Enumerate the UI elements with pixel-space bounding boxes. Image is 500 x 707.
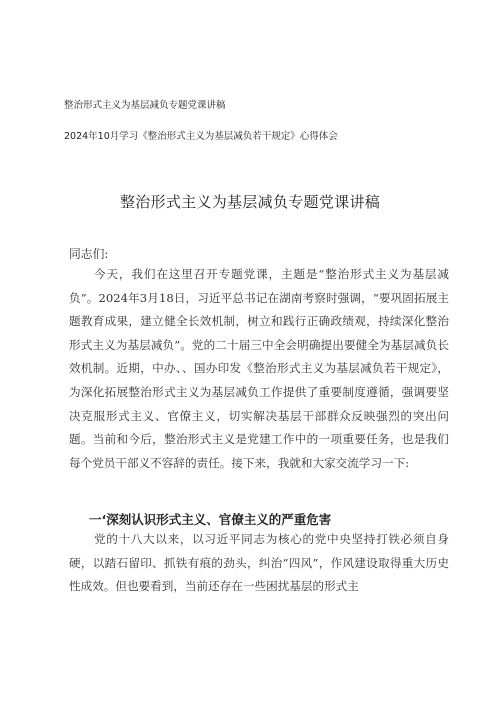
greeting: 同志们:	[69, 247, 109, 261]
header-title-line: 整治形式主义为基层减负专题党课讲稿	[64, 100, 226, 111]
document-title: 整治形式主义为基层减负专题党课讲稿	[119, 193, 381, 211]
header-subtitle-line: 2024年10月学习《整治形式主义为基层减负若干规定》心得体会	[64, 131, 338, 142]
paragraph-intro: 今天，我们在这里召开专题党课，主题是“整治形式主义为基层减负”。2024年3月18日，习近平总书记在湖南考察时强调，“要巩固拓展主题教育成果，建立健全长效机制，树立和践行正确政绩观，持续深化整治形式主义为基层减负”。党的二十届三中全会明确提出要健全为基层减负长效机制。近期，中办、、国办印发《整治形式主义为基层减负若干规定》，为深化拓展整治形式主义为基层减负工作提供了重要制度遵循，强调要坚决克服形式主义、官僚主义，切实解决基层干部群众反映强烈的突出问题。当前和今后，整治形式主义是党建工作中的一项重要任务，也是我们每个党员干部义不容辞的责任。接下来，我就和大家交流学习一下:	[69, 267, 449, 470]
paragraph-section-1: 党的十八大以来，以习近平同志为核心的党中央坚持打铁必须自身硬，以踏石留印、抓铁有痕的劲头，纠治“四风”，作风建设取得重大历史性成效。但也要看到，当前还存在一些困扰基层的形式主	[69, 532, 449, 594]
section-heading-1: 一‘深刻认识形式主义、官僚主义的严重危害	[89, 512, 332, 527]
